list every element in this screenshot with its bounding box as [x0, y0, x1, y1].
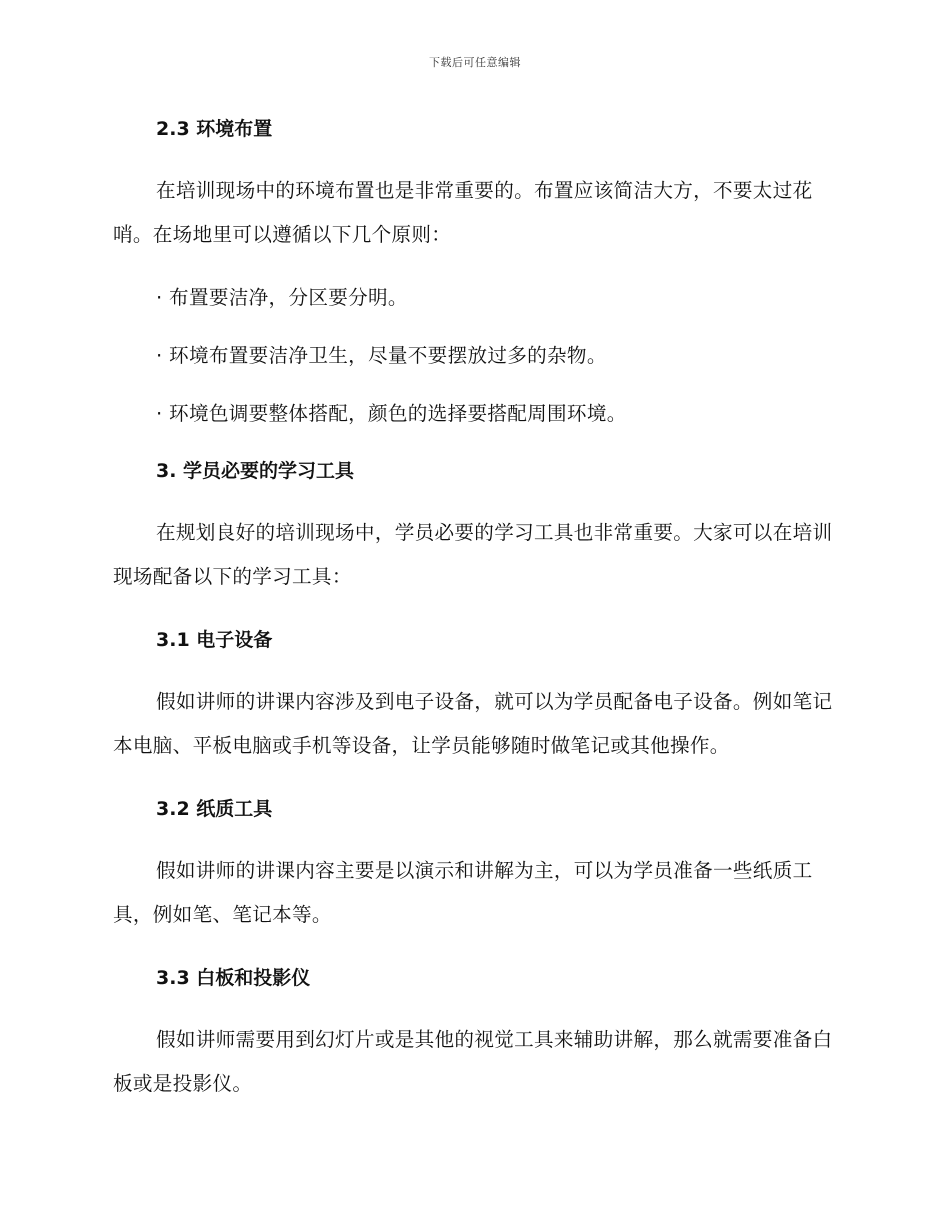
paragraph-3-3: 假如讲师需要用到幻灯片或是其他的视觉工具来辅助讲解，那么就需要准备白板或是投影仪。 [113, 1028, 833, 1095]
bullet-item: · 环境布置要洁净卫生，尽量不要摆放过多的杂物。 [156, 344, 607, 367]
document-body [113, 112, 833, 1106]
heading-3: 3. 学员必要的学习工具 [156, 460, 355, 482]
paragraph-3-2: 假如讲师的讲课内容主要是以演示和讲解为主，可以为学员准备一些纸质工具，例如笔、笔记本等。 [113, 859, 813, 926]
page-header: 下载后可任意编辑 [429, 56, 521, 69]
heading-3-3: 3.3 白板和投影仪 [156, 967, 311, 989]
paragraph-3: 在规划良好的培训现场中，学员必要的学习工具也非常重要。大家可以在培训现场配备以下的学习工具： [113, 521, 833, 588]
heading-2-3: 2.3 环境布置 [156, 118, 273, 140]
paragraph-2-3: 在培训现场中的环境布置也是非常重要的。布置应该简洁大方，不要太过花哨。在场地里可以遵循以下几个原则： [113, 179, 813, 246]
paragraph-3-1: 假如讲师的讲课内容涉及到电子设备，就可以为学员配备电子设备。例如笔记本电脑、平板电脑或手机等设备，让学员能够随时做笔记或其他操作。 [113, 690, 833, 757]
bullet-item: · 布置要洁净，分区要分明。 [156, 286, 408, 309]
heading-3-2: 3.2 纸质工具 [156, 798, 273, 820]
heading-3-1: 3.1 电子设备 [156, 629, 273, 651]
bullet-item: · 环境色调要整体搭配，颜色的选择要搭配周围环境。 [156, 402, 627, 425]
